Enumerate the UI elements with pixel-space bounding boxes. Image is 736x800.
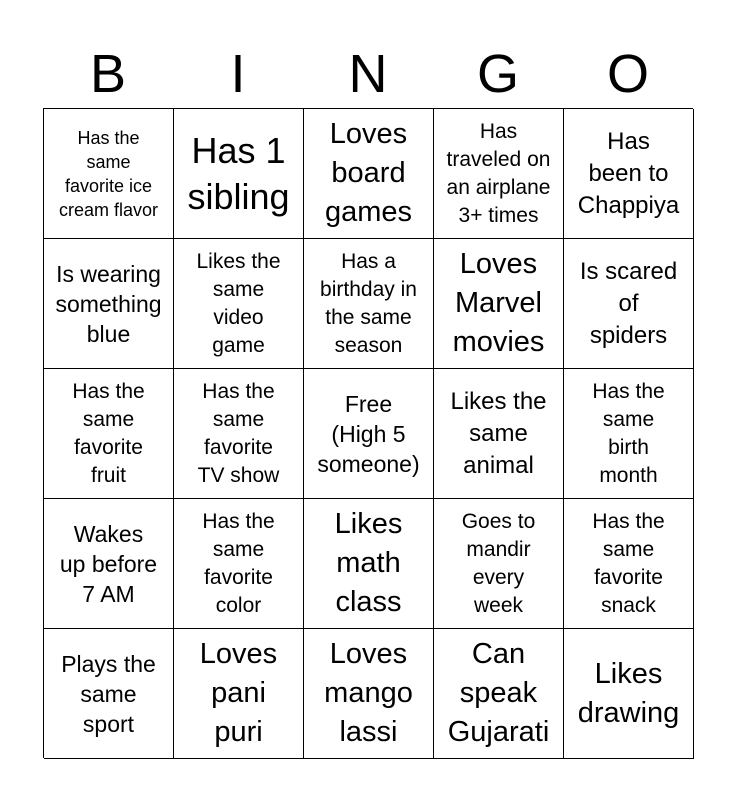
bingo-cell[interactable] xyxy=(174,109,304,239)
cell-text: Has the same birth month xyxy=(592,379,665,487)
bingo-cell[interactable] xyxy=(564,369,694,499)
cell-text: Can speak Gujarati xyxy=(447,638,550,748)
cell-text: Wakes up before 7 AM xyxy=(59,520,158,607)
header-letter-o: O xyxy=(606,44,649,104)
bingo-cell[interactable] xyxy=(564,499,694,629)
bingo-cell[interactable] xyxy=(174,499,304,629)
cell-text: Likes drawing xyxy=(577,657,680,729)
bingo-cell[interactable] xyxy=(44,499,174,629)
bingo-cell[interactable] xyxy=(44,239,174,369)
bingo-cell[interactable] xyxy=(44,109,174,239)
bingo-cell[interactable] xyxy=(304,109,434,239)
cell-text: Has the same favorite color xyxy=(202,509,275,617)
cell-text: Loves pani puri xyxy=(199,638,278,748)
header-letter-i: I xyxy=(230,44,246,104)
bingo-cell[interactable] xyxy=(564,239,694,369)
cell-text: Likes math class xyxy=(334,508,403,618)
cell-text: Free (High 5 someone) xyxy=(317,390,420,477)
bingo-cell[interactable] xyxy=(174,239,304,369)
bingo-grid xyxy=(43,108,693,758)
cell-text: Likes the same video game xyxy=(196,249,281,357)
bingo-cell[interactable] xyxy=(44,369,174,499)
bingo-cell[interactable] xyxy=(434,629,564,759)
cell-text: Goes to mandir every week xyxy=(461,509,536,617)
cell-text: Loves board games xyxy=(324,118,413,228)
bingo-cell[interactable] xyxy=(564,109,694,239)
free-space-cell[interactable] xyxy=(304,369,434,499)
cell-text: Plays the same sport xyxy=(61,650,156,737)
bingo-header xyxy=(43,40,693,108)
cell-text: Is scared of spiders xyxy=(579,257,678,349)
bingo-cell[interactable] xyxy=(174,629,304,759)
cell-text: Likes the same animal xyxy=(450,387,547,479)
cell-text: Has the same favorite TV show xyxy=(197,379,280,487)
cell-text: Has the same favorite snack xyxy=(592,509,665,617)
cell-text: Has traveled on an airplane 3+ times xyxy=(446,119,551,227)
cell-text: Has been to Chappiya xyxy=(577,127,680,219)
bingo-cell[interactable] xyxy=(434,239,564,369)
cell-text: Loves Marvel movies xyxy=(452,248,545,358)
header-letter-n: N xyxy=(348,44,388,104)
bingo-cell[interactable] xyxy=(304,239,434,369)
cell-text: Is wearing something blue xyxy=(55,260,162,347)
cell-text: Has a birthday in the same season xyxy=(320,249,417,357)
bingo-cell[interactable] xyxy=(434,499,564,629)
cell-text: Has the same favorite fruit xyxy=(72,379,145,487)
cell-text: Has 1 sibling xyxy=(187,129,290,217)
header-letter-b: B xyxy=(89,44,127,104)
header-letter-g: G xyxy=(476,44,519,104)
bingo-cell[interactable] xyxy=(434,109,564,239)
bingo-cell[interactable] xyxy=(44,629,174,759)
cell-text: Has the same favorite ice cream flavor xyxy=(58,127,159,220)
cell-text: Loves mango lassi xyxy=(324,638,413,748)
bingo-cell[interactable] xyxy=(304,499,434,629)
bingo-cell[interactable] xyxy=(174,369,304,499)
bingo-cell[interactable] xyxy=(564,629,694,759)
bingo-cell[interactable] xyxy=(434,369,564,499)
bingo-cell[interactable] xyxy=(304,629,434,759)
